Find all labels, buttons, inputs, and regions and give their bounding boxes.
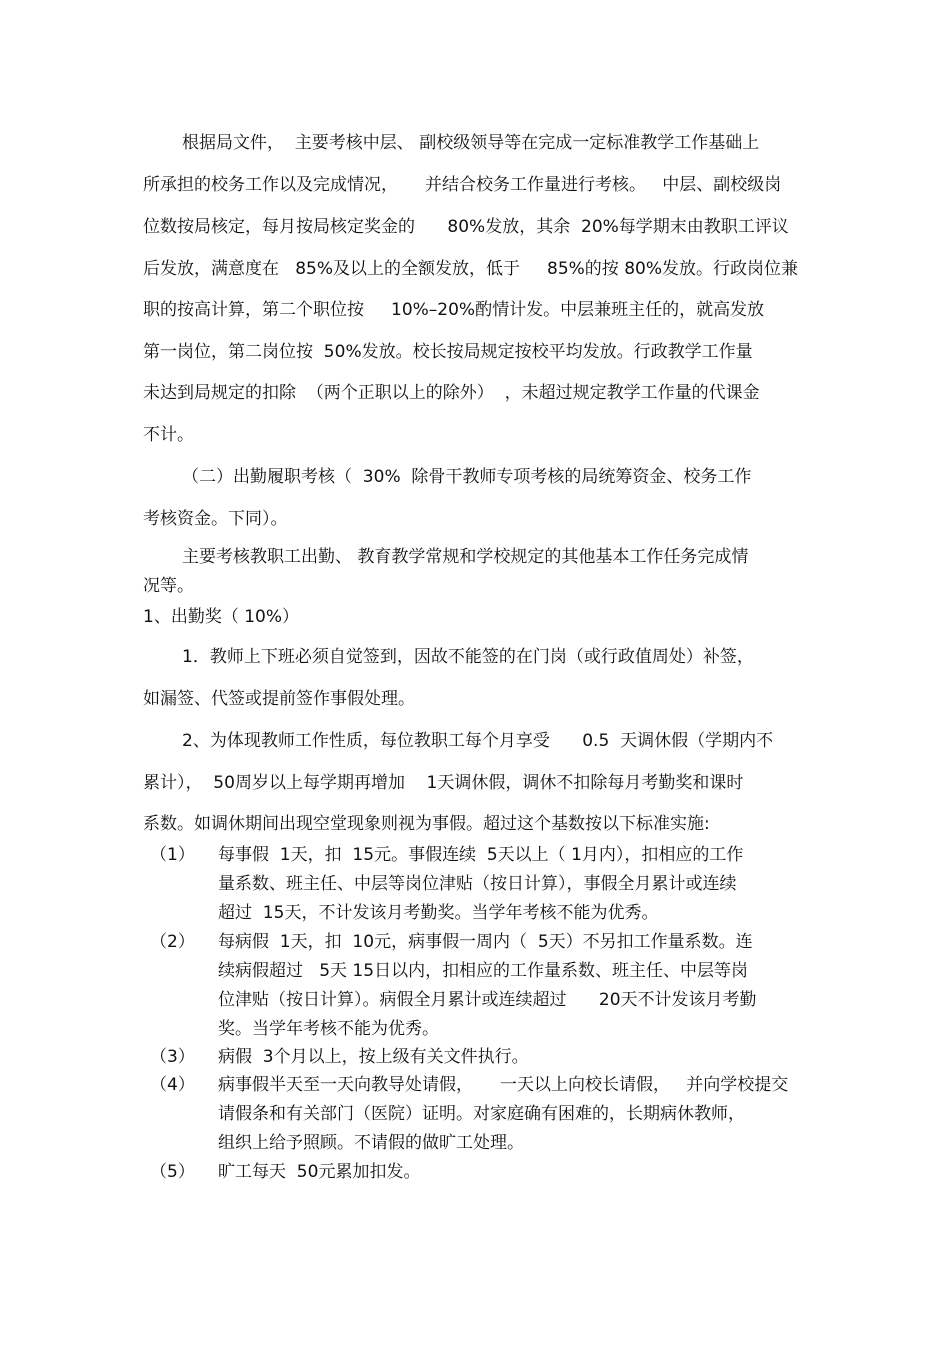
list-item-text: 请假条和有关部门（医院）证明。对家庭确有困难的，长期病休教师，	[218, 1104, 745, 1124]
text-line: 2、为体现教师工作性质，每位教职工每个月享受 0.5 天调休假（学期内不	[182, 731, 774, 751]
list-item-text: 续病假超过 5天 15日以内，扣相应的工作量系数、班主任、中层等岗	[218, 961, 749, 981]
list-item-text: 超过 15天，不计发该月考勤奖。当学年考核不能为优秀。	[218, 903, 659, 923]
list-item-text: 病假 3个月以上，按上级有关文件执行。	[218, 1047, 529, 1067]
text-line: 未达到局规定的扣除 （两个正职以上的除外） ，未超过规定教学工作量的代课金	[143, 383, 760, 403]
text-line: 根据局文件， 主要考核中层、 副校级领导等在完成一定标准教学工作基础上	[182, 133, 760, 153]
section-heading: （二）出勤履职考核（ 30% 除骨干教师专项考核的局统筹资金、校务工作	[182, 467, 752, 487]
list-item-text: 旷工每天 50元累加扣发。	[218, 1162, 421, 1182]
text-line: 后发放，满意度在 85%及以上的全额发放，低于 85%的按 80%发放。行政岗位兼	[143, 259, 798, 279]
text-line: 不计。	[143, 425, 194, 445]
text-line: 位数按局核定，每月按局核定奖金的 80%发放，其余 20%每学期末由教职工评议	[143, 217, 789, 237]
text-line: 职的按高计算，第二个职位按 10%–20%酌情计发。中层兼班主任的，就高发放	[143, 300, 765, 320]
text-line: 如漏签、代签或提前签作事假处理。	[143, 689, 415, 709]
list-marker: （3）	[150, 1047, 195, 1067]
text-line: 第一岗位，第二岗位按 50%发放。校长按局规定按校平均发放。行政教学工作量	[143, 342, 753, 362]
list-marker: （4）	[150, 1075, 195, 1095]
text-line: 考核资金。下同）。	[143, 509, 288, 529]
list-item-text: 组织上给予照顾。不请假的做旷工处理。	[218, 1133, 524, 1153]
text-line: 主要考核教职工出勤、 教育教学常规和学校规定的其他基本工作任务完成情	[182, 547, 749, 567]
text-line: 况等。	[143, 576, 194, 596]
subsection-heading: 1、出勤奖（ 10%）	[143, 607, 300, 627]
list-marker: （5）	[150, 1162, 195, 1182]
list-item-text: 病事假半天至一天向教导处请假， 一天以上向校长请假， 并向学校提交	[218, 1075, 789, 1095]
list-marker: （1）	[150, 845, 195, 865]
text-line: 累计）， 50周岁以上每学期再增加 1天调休假，调休不扣除每月考勤奖和课时	[143, 773, 744, 793]
text-line: 系数。如调休期间出现空堂现象则视为事假。超过这个基数按以下标准实施:	[143, 814, 710, 834]
list-item-text: 奖。当学年考核不能为优秀。	[218, 1019, 439, 1039]
text-line: 1．教师上下班必须自觉签到，因故不能签的在门岗（或行政值周处）补签，	[182, 647, 754, 667]
list-item-text: 位津贴（按日计算）。病假全月累计或连续超过 20天不计发该月考勤	[218, 990, 757, 1010]
list-item-text: 每事假 1天，扣 15元。事假连续 5天以上（ 1月内），扣相应的工作	[218, 845, 744, 865]
list-item-text: 每病假 1天，扣 10元，病事假一周内（ 5天）不另扣工作量系数。连	[218, 932, 753, 952]
list-marker: （2）	[150, 932, 195, 952]
text-line: 所承担的校务工作以及完成情况， 并结合校务工作量进行考核。 中层、副校级岗	[143, 175, 782, 195]
list-item-text: 量系数、班主任、中层等岗位津贴（按日计算），事假全月累计或连续	[218, 874, 737, 894]
